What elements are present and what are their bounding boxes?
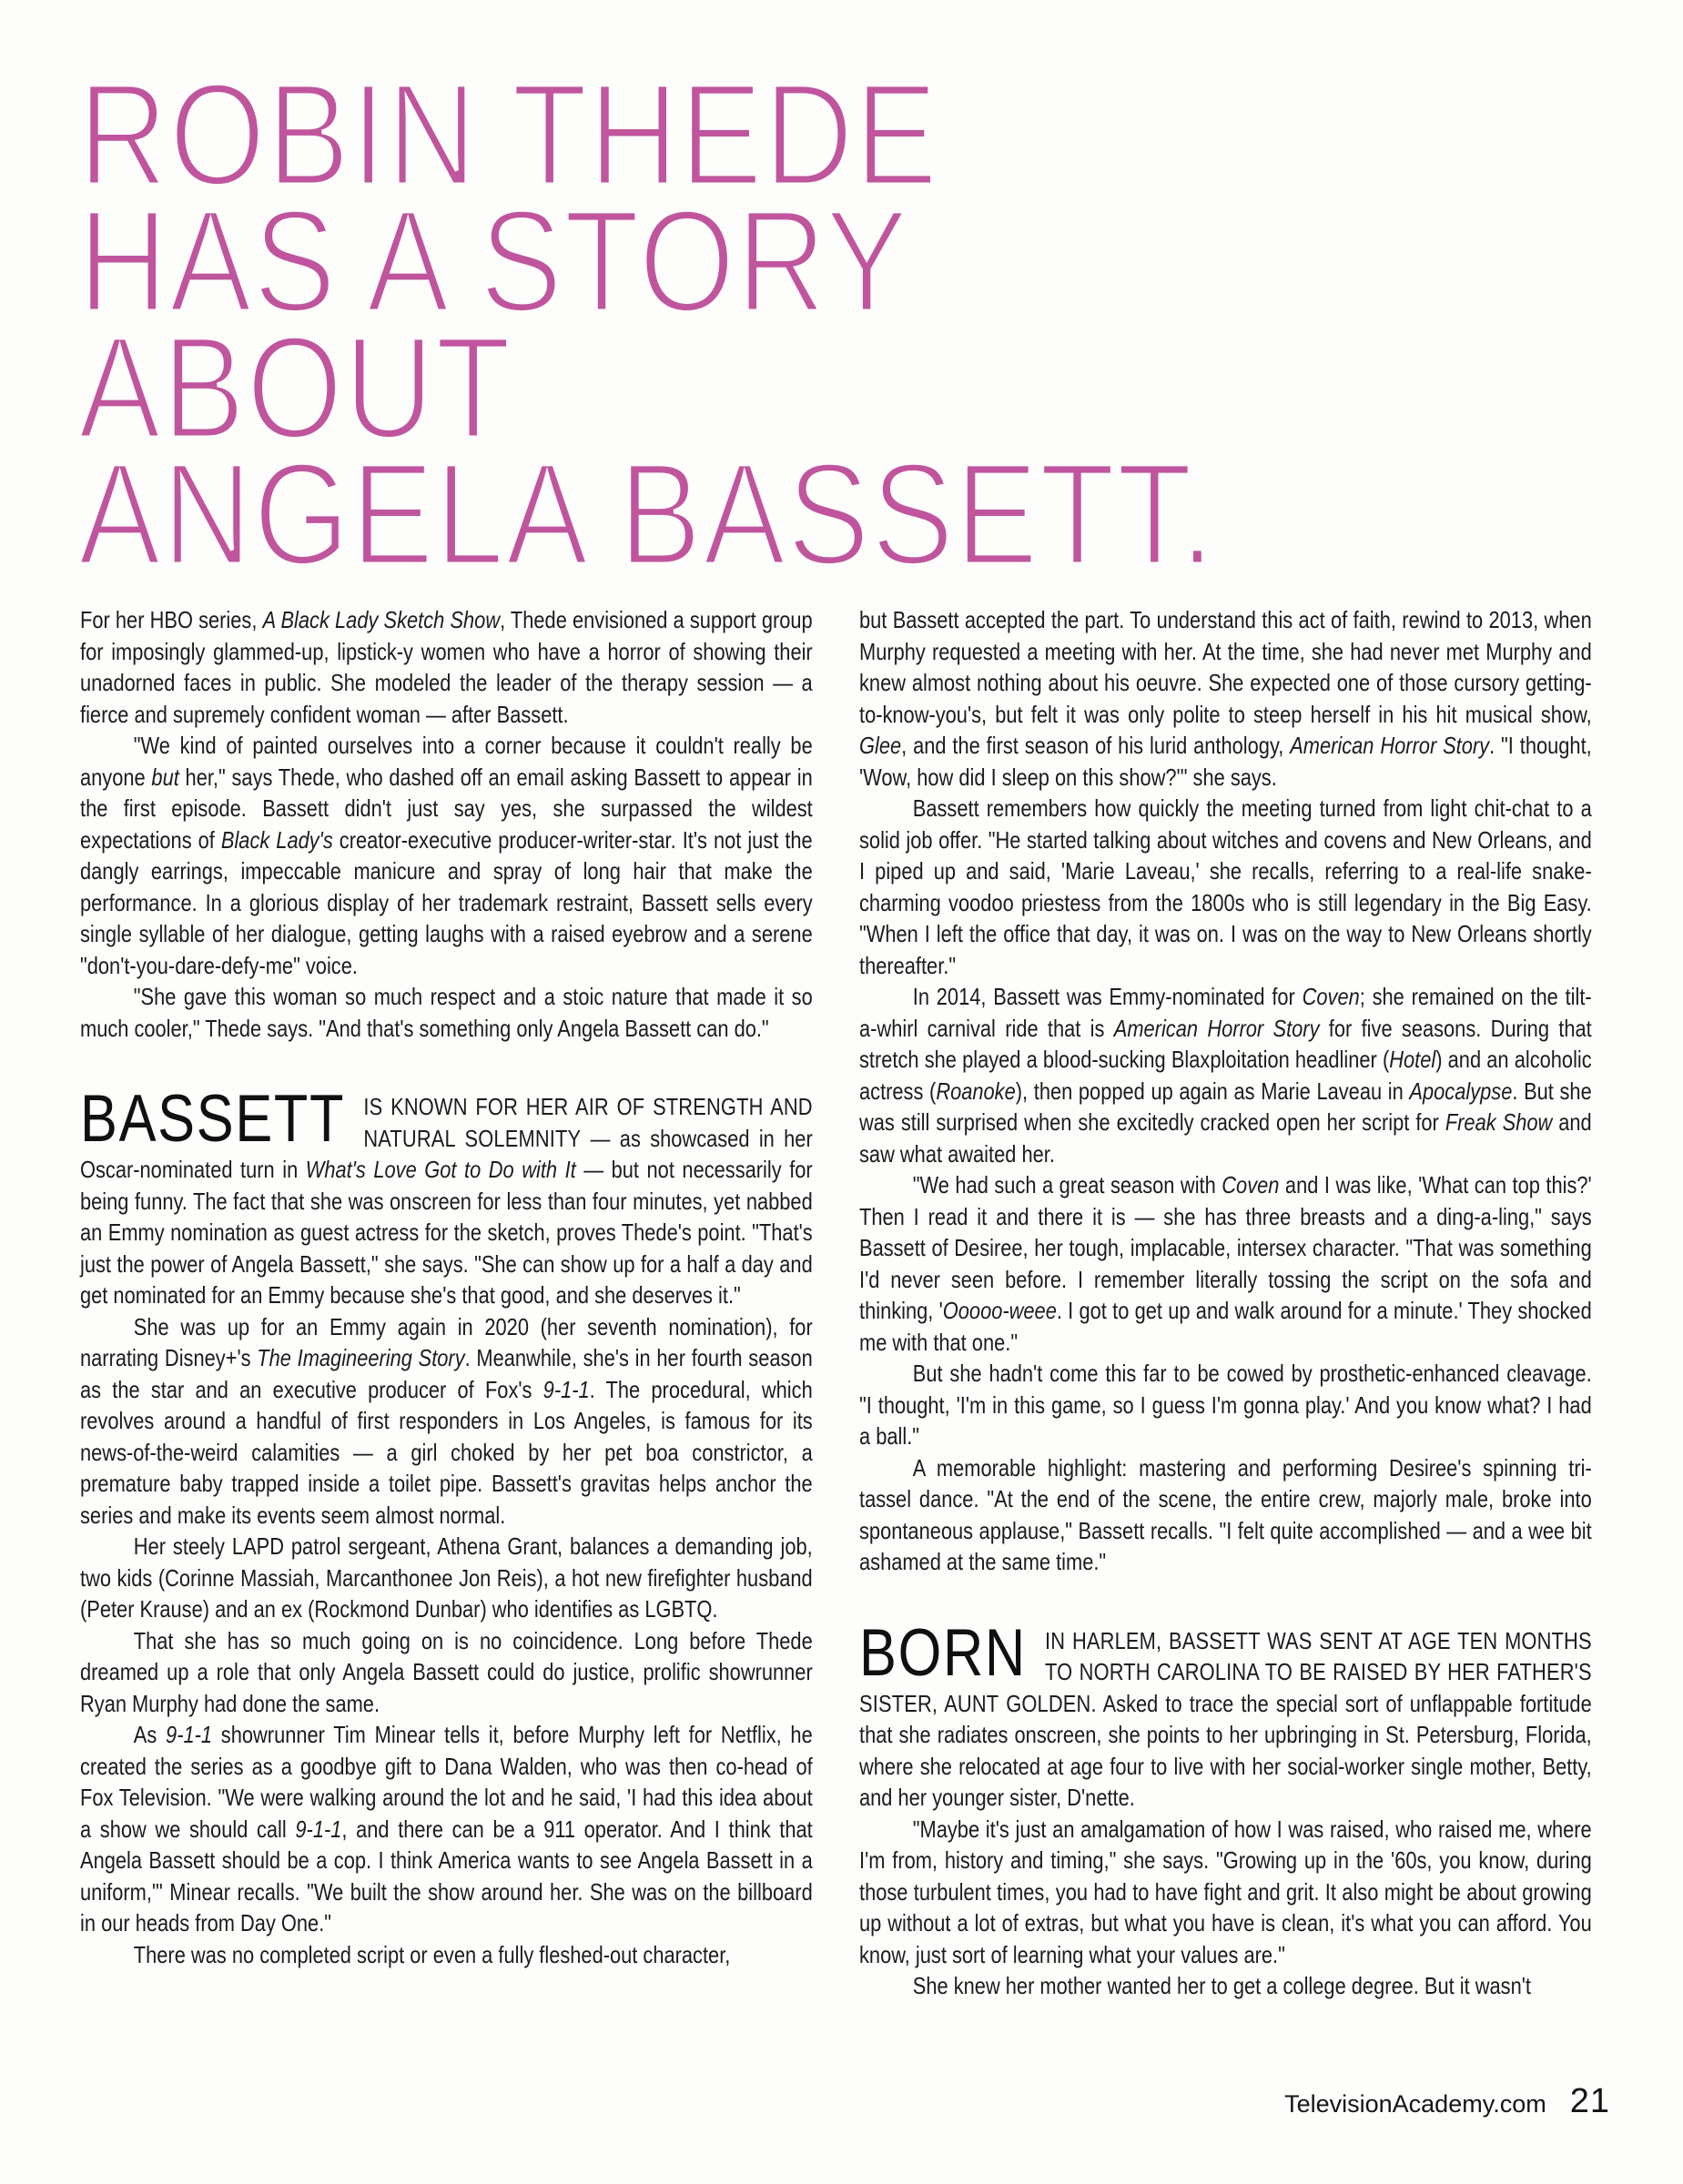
article-paragraph: Her steely LAPD patrol sergeant, Athena Grant, balances a demanding job, two kids (Corinne Massiah, Marcanthonee Jon Reis), a hot new firefighter husband (Peter Krause) and an ex (Rockmond Dunbar) who identifies as LGBTQ.: [80, 1532, 813, 1623]
article-paragraph: "We kind of painted ourselves into a corner because it couldn't really be anyone but her," says Thede, who dashed off an email asking Bassett to appear in the first episode. Bassett didn't just say yes, she surpassed the wildest expectations of Black Lady's creator-executive producer-writer-star. It's not just the dangly earrings, impeccable manicure and spray of long hair that make the performance. In a glorious display of her trademark restraint, Bassett sells every single syllable of her dialogue, getting laughs with a raised eyebrow and a serene "don't-you-dare-defy-me" voice.: [80, 732, 813, 979]
article-paragraph: "She gave this woman so much respect and a stoic nature that made it so much cooler," Thede says. "And that's something only Angela Bassett can do.": [80, 983, 813, 1042]
headline-line-3: ABOUT: [78, 306, 512, 469]
article-paragraph: For her HBO series, A Black Lady Sketch Show, Thede envisioned a support group for imposingly glammed-up, lipstick-y women who have a horror of showing their unadorned faces in public. She modeled the leader of the therapy session — a fierce and supremely confident woman — after Bassett.: [80, 606, 813, 728]
section-text: Asked to trace the special sort of unflappable fortitude that she radiates onscreen, she points to her upbringing in St. Petersburg, Florida, where she relocated at age four to live with her social-worker single mother, Betty, and her younger sister, D'nette.: [859, 1689, 1592, 1811]
article-paragraph: That she has so much going on is no coincidence. Long before Thede dreamed up a role that only Angela Bassett could do justice, prolific showrunner Ryan Murphy had done the same.: [80, 1626, 813, 1717]
section-text: — as showcased in her Oscar-nominated turn in What's Love Got to Do with It — but not necessarily for being funny. The fact that she was onscreen for less than four minutes, yet nabbed an Emmy nomination as guest actress for the sketch, proves Thede's point. "That's just the power of Angela Bassett," she says. "She can show up for a half a day and get nominated for an Emmy because she's that good, and she deserves it.": [80, 1124, 813, 1309]
page-footer: [1284, 2082, 1610, 2121]
article-column-left-text: [80, 604, 813, 1970]
article-paragraph: but Bassett accepted the part. To understand this act of faith, rewind to 2013, when Murphy requested a meeting with her. At the time, she had never met Murphy and knew almost nothing about his oeuvre. She expected one of those cursory getting-to-know-you's, but felt it was only polite to steep herself in his hit musical show, Glee, and the first season of his lurid anthology, American Horror Story. "I thought, 'Wow, how did I sleep on this show?'" she says.: [859, 606, 1592, 791]
article-paragraph: In 2014, Bassett was Emmy-nominated for Coven; she remained on the tilt-a-whirl carnival ride that is American Horror Story for five seasons. During that stretch she played a blood-sucking Blaxploitation headliner (Hotel) and an alcoholic actress (Roanoke), then popped up again as Marie Laveau in Apocalypse. But she was still surprised when she excitedly cracked open her script for Freak Show and saw what awaited her.: [859, 983, 1592, 1168]
article-paragraph: A memorable highlight: mastering and performing Desiree's spinning tri-tassel dance. "At the end of the scene, the entire crew, majorly male, broke into spontaneous applause," Bassett recalls. "I felt quite accomplished — and a wee bit ashamed at the same time.": [859, 1453, 1592, 1575]
section-lead-caps: IN HARLEM, BASSETT WAS SENT AT AGE TEN MONTHS TO NORTH CAROLINA TO BE RAISED BY HER FATHER'S SISTER, AUNT GOLDEN.: [859, 1626, 1592, 1717]
article-column-right: [859, 604, 1593, 2002]
footer-site-url: TelevisionAcademy.com: [1284, 2090, 1546, 2118]
article-section: [80, 1082, 813, 1311]
article-column-right-text: [859, 604, 1592, 2002]
article-paragraph: She was up for an Emmy again in 2020 (her seventh nomination), for narrating Disney+'s The Imagineering Story. Meanwhile, she's in her fourth season as the star and an executive producer of Fox's 9-1-1. The procedural, which revolves around a handful of first responders in Los Angeles, is famous for its news-of-the-weird calamities — a girl choked by her pet boa constrictor, a premature baby trapped inside a toilet pipe. Bassett's gravitas helps anchor the series and make its events seem almost normal.: [80, 1312, 813, 1529]
article-paragraph: "Maybe it's just an amalgamation of how I was raised, who raised me, where I'm from, history and timing," she says. "Growing up in the '60s, you know, during those turbulent times, you had to have fight and grit. It also might be about growing up without a lot of extras, but what you have is clean, it's what you can afford. You know, just sort of learning what your values are.": [859, 1815, 1592, 1968]
article-paragraph: There was no completed script or even a fully fleshed-out character,: [133, 1940, 731, 1968]
page-number: 21: [1569, 2082, 1610, 2120]
article-paragraph: She knew her mother wanted her to get a college degree. But it wasn't: [912, 1972, 1531, 1999]
article-section: [859, 1615, 1592, 1814]
article-column-left: [80, 604, 814, 1970]
section-lead-caps: IS KNOWN FOR HER AIR OF STRENGTH AND NATURAL SOLEMNITY: [363, 1093, 813, 1152]
section-lead-word: BASSETT: [80, 1082, 346, 1156]
section-lead-word: BORN: [859, 1615, 1027, 1690]
headline-line-1: ROBIN THEDE: [78, 53, 939, 216]
headline-line-2: HAS A STORY: [78, 179, 910, 342]
article-paragraph: "We had such a great season with Coven and I was like, 'What can top this?' Then I read it and there it is — she has three breasts and a ding-a-ling," says Bassett of Desiree, her tough, implacable, intersex character. "That was something I'd never seen before. I remember literally tossing the script on the sofa and thinking, 'Ooooo-weee. I got to get up and walk around for a minute.' They shocked me with that one.": [859, 1171, 1592, 1356]
article-headline: [78, 53, 1216, 595]
headline-line-4: ANGELA BASSETT.: [78, 432, 1216, 595]
article-paragraph: But she hadn't come this far to be cowed by prosthetic-enhanced cleavage. "I thought, 'I'm in this game, so I guess I'm gonna play.' And you know what? I had a ball.": [859, 1360, 1592, 1450]
article-paragraph: Bassett remembers how quickly the meeting turned from light chit-chat to a solid job offer. "He started talking about witches and covens and New Orleans, and I piped up and said, 'Marie Laveau,' she recalls, referring to a real-life snake-charming voodoo priestess from the 1800s who is still legendary in the Big Easy. "When I left the office that day, it was on. I was on the way to New Orleans shortly thereafter.": [859, 794, 1592, 979]
article-paragraph: As 9-1-1 showrunner Tim Minear tells it, before Murphy left for Netflix, he created the series as a goodbye gift to Dana Walden, who was then co-head of Fox Television. "We were walking around the lot and he said, 'I had this idea about a show we should call 9-1-1, and there can be a 911 operator. And I think that Angela Bassett should be a cop. I think America wants to see Angela Bassett in a uniform,'" Minear recalls. "We built the show around her. She was on the billboard in our heads from Day One.": [80, 1721, 813, 1936]
